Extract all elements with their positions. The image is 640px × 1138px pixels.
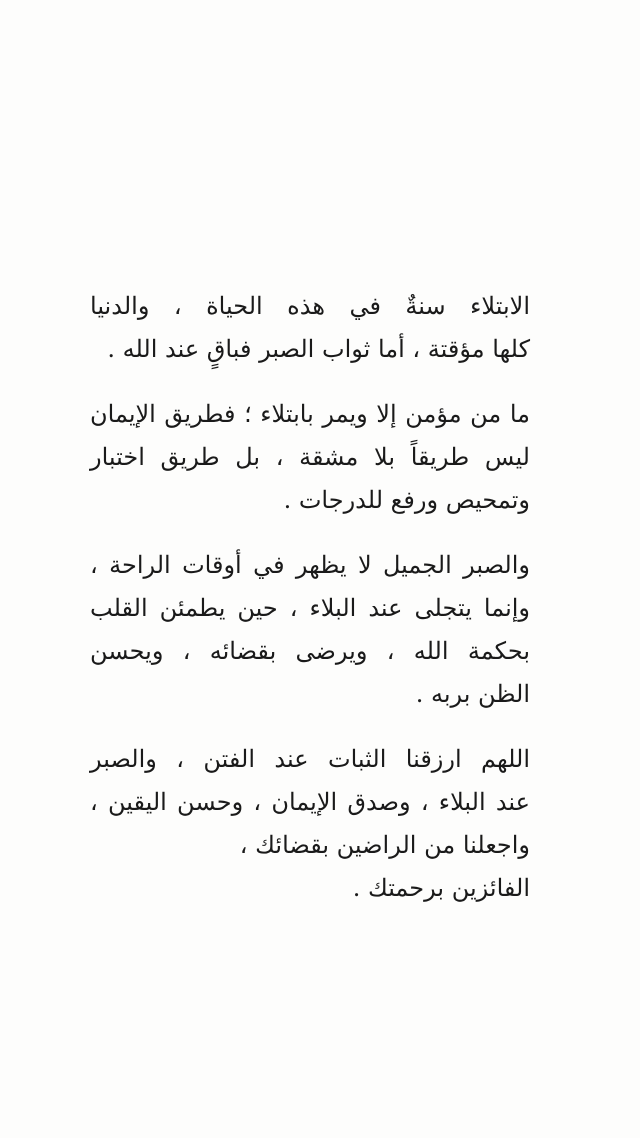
paragraph-line: عند البلاء ، وصدق الإيمان ، وحسن اليقين ، — [90, 788, 530, 816]
quote-text-block — [90, 285, 530, 932]
paragraph-2 — [90, 393, 530, 522]
paragraph-4 — [90, 738, 530, 910]
paragraph-line: بحكمة الله ، ويرضى بقضائه ، ويحسن — [90, 637, 530, 665]
paragraph-line: اللهم ارزقنا الثبات عند الفتن ، والصبر — [90, 745, 530, 773]
paragraph-line: الظن بربه . — [415, 680, 530, 708]
paragraph-3 — [90, 544, 530, 716]
paragraph-line: الابتلاء سنةٌ في هذه الحياة ، والدنيا — [90, 292, 530, 320]
paragraph-line: الفائزين برحمتك . — [352, 874, 530, 902]
paragraph-line: واجعلنا من الراضين بقضائك ، — [239, 831, 530, 859]
paragraph-line: ليس طريقاً بلا مشقة ، بل طريق اختبار — [90, 443, 530, 471]
paragraph-line: وتمحيص ورفع للدرجات . — [283, 486, 530, 514]
paragraph-line: كلها مؤقتة ، أما ثواب الصبر فباقٍ عند الله . — [107, 335, 530, 363]
paragraph-line: والصبر الجميل لا يظهر في أوقات الراحة ، — [90, 551, 530, 579]
paragraph-line: وإنما يتجلى عند البلاء ، حين يطمئن القلب — [90, 594, 530, 622]
paragraph-1 — [90, 285, 530, 371]
paragraph-line: ما من مؤمن إلا ويمر بابتلاء ؛ فطريق الإيمان — [90, 400, 530, 428]
